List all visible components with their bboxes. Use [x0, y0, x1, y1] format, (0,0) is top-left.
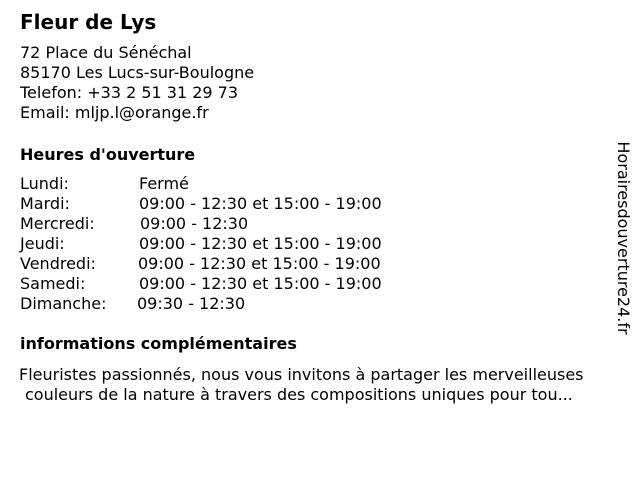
description	[19, 365, 584, 405]
hours-time: 09:00 - 12:30	[140, 214, 249, 233]
description-line: Fleuristes passionnés, nous vous invitons à partager les merveilleuses	[19, 365, 584, 384]
hours-day: Vendredi:	[20, 254, 96, 273]
contact-block	[20, 43, 254, 123]
phone-number[interactable]: Telefon: +33 2 51 31 29 73	[20, 83, 239, 102]
site-watermark: Horairesdouverture24.fr	[614, 141, 633, 335]
hours-day: Mardi:	[20, 194, 70, 213]
description-line: couleurs de la nature à travers des compositions uniques pour tou...	[25, 385, 573, 404]
hours-day: Dimanche:	[20, 294, 107, 313]
shop-name: Fleur de Lys	[20, 10, 157, 34]
address-street: 72 Place du Sénéchal	[20, 43, 192, 62]
info-heading: informations complémentaires	[20, 334, 297, 353]
hours-day: Jeudi:	[20, 234, 65, 253]
hours-time: 09:00 - 12:30 et 15:00 - 19:00	[139, 194, 382, 213]
email-address[interactable]: Email: mljp.l@orange.fr	[20, 103, 209, 122]
address-city: 85170 Les Lucs-sur-Boulogne	[20, 63, 255, 82]
hours-time: 09:00 - 12:30 et 15:00 - 19:00	[138, 254, 381, 273]
hours-time: 09:00 - 12:30 et 15:00 - 19:00	[139, 234, 382, 253]
hours-day: Samedi:	[20, 274, 86, 293]
hours-day: Mercredi:	[20, 214, 95, 233]
hours-time: 09:30 - 12:30	[137, 294, 246, 313]
hours-time: 09:00 - 12:30 et 15:00 - 19:00	[139, 274, 382, 293]
hours-day: Lundi:	[20, 174, 69, 193]
hours-heading: Heures d'ouverture	[20, 145, 196, 164]
hours-time: Fermé	[139, 174, 189, 193]
